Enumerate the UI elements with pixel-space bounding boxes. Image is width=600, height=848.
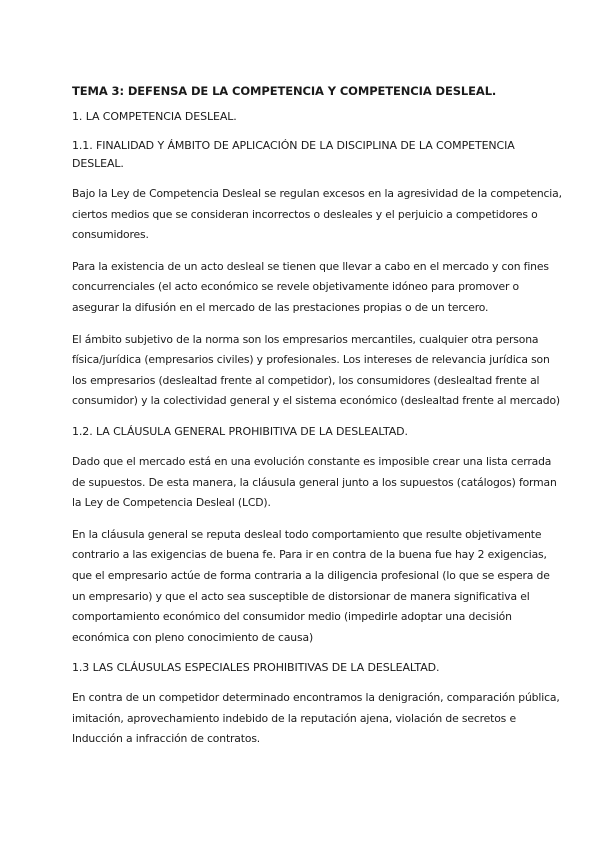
paragraph-line: concurrenciales (el acto económico se revele objetivamente idóneo para promover o (72, 280, 519, 294)
paragraph-line: física/jurídica (empresarios civiles) y profesionales. Los intereses de relevancia jurídica son (72, 353, 550, 367)
paragraph-line: Dado que el mercado está en una evolución constante es imposible crear una lista cerrada (72, 454, 552, 468)
section-heading-line: 1.1. FINALIDAD Y ÁMBITO DE APLICACIÓN DE LA DISCIPLINA DE LA COMPETENCIA (72, 139, 515, 152)
paragraph-4 (72, 452, 557, 514)
paragraph-3 (72, 330, 560, 412)
paragraph-line: En la cláusula general se reputa desleal todo comportamiento que resulte objetivamente (72, 527, 542, 541)
section-heading-1: 1. LA COMPETENCIA DESLEAL. (72, 110, 237, 123)
paragraph-line: un empresario) y que el acto sea susceptible de distorsionar de manera significativa el (72, 589, 530, 603)
paragraph-line: Para la existencia de un acto desleal se tienen que llevar a cabo en el mercado y con fines (72, 259, 549, 273)
section-heading-1-3: 1.3 LAS CLÁUSULAS ESPECIALES PROHIBITIVAS DE LA DESLEALTAD. (72, 661, 440, 675)
section-heading-line: DESLEAL. (72, 157, 124, 170)
paragraph-line: En contra de un competidor determinado encontramos la denigración, comparación pública, (72, 691, 560, 705)
paragraph-line: la Ley de Competencia Desleal (LCD). (72, 496, 271, 510)
document-title: TEMA 3: DEFENSA DE LA COMPETENCIA Y COMPETENCIA DESLEAL. (72, 84, 497, 98)
paragraph-2 (72, 257, 549, 319)
paragraph-line: Inducción a infracción de contratos. (72, 732, 261, 746)
paragraph-line: imitación, aprovechamiento indebido de la reputación ajena, violación de secretos e (72, 711, 516, 725)
paragraph-1 (72, 184, 562, 246)
section-heading-1-2: 1.2. LA CLÁUSULA GENERAL PROHIBITIVA DE LA DESLEALTAD. (72, 424, 408, 438)
paragraph-line: contrario a las exigencias de buena fe. Para ir en contra de la buena fue hay 2 exigencias, (72, 548, 547, 562)
paragraph-line: asegurar la difusión en el mercado de las prestaciones propias o de un tercero. (72, 300, 489, 314)
paragraph-line: El ámbito subjetivo de la norma son los empresarios mercantiles, cualquier otra persona (72, 332, 539, 346)
paragraph-line: comportamiento económico del consumidor medio (impedirle adoptar una decisión (72, 610, 512, 624)
paragraph-line: de supuestos. De esta manera, la cláusula general junto a los supuestos (catálogos) forman (72, 475, 557, 489)
section-heading-1-1 (72, 137, 534, 173)
paragraph-line: Bajo la Ley de Competencia Desleal se regulan excesos en la agresividad de la competencia, (72, 187, 562, 200)
paragraph-line: los empresarios (deslealtad frente al competidor), los consumidores (deslealtad frente al (72, 373, 540, 387)
paragraph-6 (72, 688, 560, 750)
paragraph-line: económica con pleno conocimiento de causa) (72, 630, 314, 644)
document-page (72, 83, 562, 761)
paragraph-5 (72, 525, 550, 649)
paragraph-line: que el empresario actúe de forma contraria a la diligencia profesional (lo que se espera de (72, 568, 550, 582)
paragraph-line: consumidores. (72, 228, 149, 242)
paragraph-line: consumidor) y la colectividad general y el sistema económico (deslealtad frente al mercado) (72, 394, 560, 408)
paragraph-line: ciertos medios que se consideran incorrectos o desleales y el perjuicio a competidores o (72, 207, 538, 221)
